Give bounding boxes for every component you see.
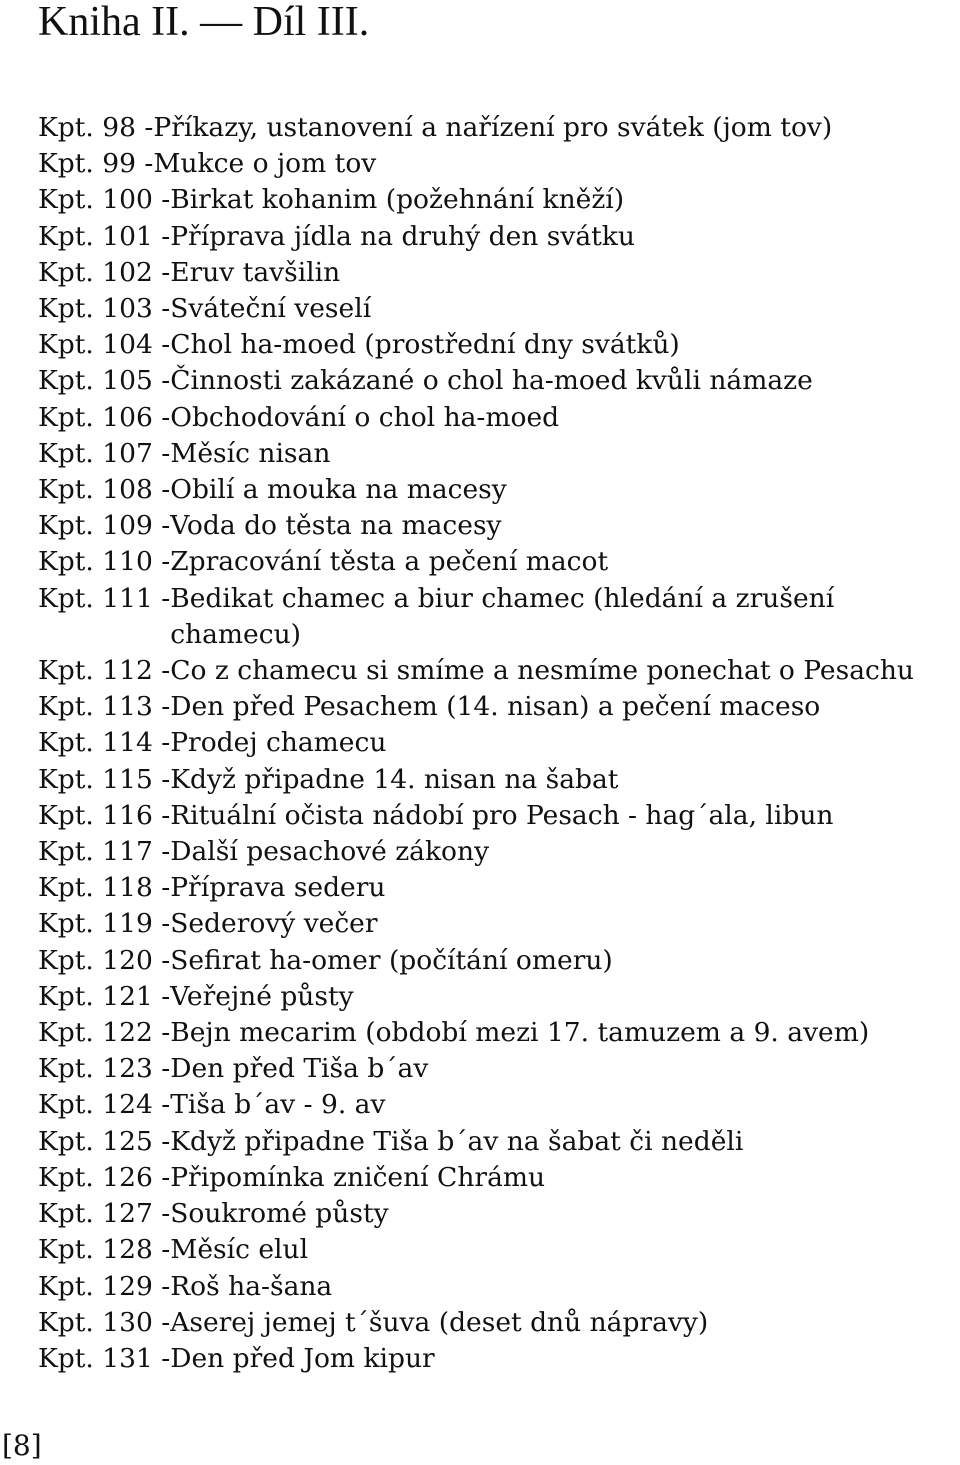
toc-entry (38, 400, 960, 436)
toc-entry (38, 291, 960, 327)
chapter-number: Kpt. 125 - (38, 1125, 171, 1157)
chapter-title: Když připadne 14. nisan na šabat (170, 763, 619, 795)
page-number: [8] (2, 1429, 42, 1462)
toc-entry (38, 798, 960, 834)
chapter-title: Sváteční veselí (170, 293, 372, 325)
chapter-number: Kpt. 108 - (38, 474, 171, 506)
chapter-title: Prodej chamecu (170, 727, 387, 759)
chapter-title: Aserej jemej t´šuva (deset dnů nápravy) (170, 1306, 709, 1338)
chapter-number: Kpt. 111 - (38, 582, 171, 614)
chapter-title: Činnosti zakázané o chol ha-moed kvůli námaze (170, 365, 813, 397)
chapter-title: Den před Pesachem (14. nisan) a pečení maceso (170, 691, 821, 723)
toc-entry (38, 1269, 960, 1305)
toc-entry (38, 1051, 960, 1087)
toc-entry (38, 508, 960, 544)
chapter-title: Eruv tavšilin (170, 256, 341, 288)
toc-entry (38, 255, 960, 291)
chapter-number: Kpt. 101 - (38, 220, 171, 252)
toc-entry (38, 1232, 960, 1268)
chapter-title: Tiša b´av - 9. av (170, 1089, 386, 1121)
toc-entry (38, 762, 960, 798)
chapter-number: Kpt. 129 - (38, 1270, 171, 1302)
toc-entry (38, 110, 960, 146)
chapter-number: Kpt. 123 - (38, 1053, 171, 1085)
chapter-number: Kpt. 107 - (38, 437, 171, 469)
toc-entry (38, 544, 960, 580)
toc-entry (38, 436, 960, 472)
chapter-title: Sederový večer (170, 908, 378, 940)
chapter-title: Sefirat ha-omer (počítání omeru) (170, 944, 613, 976)
chapter-title: Příkazy, ustanovení a nařízení pro svátek (jom tov) (153, 112, 833, 143)
chapter-number: Kpt. 127 - (38, 1198, 171, 1230)
chapter-title: Měsíc nisan (170, 437, 331, 469)
toc-entry (38, 906, 960, 942)
toc-entry (38, 363, 960, 399)
toc-entry (38, 689, 960, 725)
chapter-number: Kpt. 121 - (38, 980, 171, 1012)
page-title: Kniha II. — Díl III. (38, 0, 370, 45)
toc-entry (38, 725, 960, 761)
chapter-title: Co z chamecu si smíme a nesmíme ponechat o Pesachu (170, 655, 914, 687)
chapter-number: Kpt. 116 - (38, 799, 171, 831)
chapter-title: Chol ha-moed (prostřední dny svátků) (170, 329, 680, 361)
chapter-number: Kpt. 131 - (38, 1342, 171, 1374)
chapter-title: Obilí a mouka na macesy (170, 474, 507, 506)
chapter-title: Veřejné půsty (170, 980, 354, 1012)
chapter-number: Kpt. 126 - (38, 1161, 171, 1193)
chapter-number: Kpt. 103 - (38, 293, 171, 325)
chapter-number: Kpt. 102 - (38, 256, 171, 288)
toc-entry (38, 182, 960, 218)
chapter-title: Zpracování těsta a pečení macot (170, 546, 609, 578)
chapter-number: Kpt. 124 - (38, 1089, 171, 1121)
chapter-title: Rituální očista nádobí pro Pesach - hag´ala, libun (170, 799, 834, 831)
chapter-title: Další pesachové zákony (170, 836, 490, 868)
chapter-number: Kpt. 98 - (38, 112, 154, 143)
toc-entry (38, 1124, 960, 1160)
chapter-number: Kpt. 106 - (38, 401, 171, 433)
chapter-title: Obchodování o chol ha-moed (170, 401, 560, 433)
chapter-number: Kpt. 117 - (38, 836, 171, 868)
chapter-title: Soukromé půsty (170, 1198, 389, 1230)
chapter-title: Birkat kohanim (požehnání kněží) (170, 184, 625, 216)
toc-entry (38, 1305, 960, 1341)
chapter-number: Kpt. 100 - (38, 184, 171, 216)
chapter-number: Kpt. 122 - (38, 1017, 171, 1049)
chapter-number: Kpt. 115 - (38, 763, 171, 795)
chapter-title: Bedikat chamec a biur chamec (hledání a zrušení chamecu) (170, 582, 835, 650)
toc-entry (38, 1196, 960, 1232)
toc-entry (38, 219, 960, 255)
chapter-title: Příprava jídla na druhý den svátku (170, 220, 635, 252)
table-of-contents (38, 110, 960, 1377)
chapter-title: Voda do těsta na macesy (170, 510, 502, 542)
chapter-title: Den před Tiša b´av (170, 1053, 429, 1085)
toc-entry (38, 653, 960, 689)
chapter-number: Kpt. 114 - (38, 727, 171, 759)
chapter-number: Kpt. 105 - (38, 365, 171, 397)
chapter-number: Kpt. 130 - (38, 1306, 171, 1338)
chapter-number: Kpt. 118 - (38, 872, 171, 904)
chapter-title: Měsíc elul (170, 1234, 309, 1266)
chapter-title: Když připadne Tiša b´av na šabat či neděli (170, 1125, 744, 1157)
chapter-title: Roš ha-šana (170, 1270, 333, 1302)
toc-entry (38, 581, 960, 653)
chapter-number: Kpt. 120 - (38, 944, 171, 976)
toc-entry (38, 834, 960, 870)
chapter-title: Připomínka zničení Chrámu (170, 1161, 546, 1193)
chapter-title: Příprava sederu (170, 872, 386, 904)
toc-entry (38, 943, 960, 979)
toc-entry (38, 870, 960, 906)
chapter-number: Kpt. 113 - (38, 691, 171, 723)
chapter-number: Kpt. 109 - (38, 510, 171, 542)
chapter-number: Kpt. 104 - (38, 329, 171, 361)
chapter-title: Den před Jom kipur (170, 1342, 435, 1374)
toc-entry (38, 1087, 960, 1123)
chapter-number: Kpt. 128 - (38, 1234, 171, 1266)
toc-entry (38, 979, 960, 1015)
toc-entry (38, 1015, 960, 1051)
chapter-number: Kpt. 110 - (38, 546, 171, 578)
toc-entry (38, 1160, 960, 1196)
chapter-number: Kpt. 112 - (38, 655, 171, 687)
chapter-title: Bejn mecarim (období mezi 17. tamuzem a 9. avem) (170, 1017, 870, 1049)
toc-entry (38, 1341, 960, 1377)
chapter-title: Mukce o jom tov (153, 148, 377, 180)
toc-entry (38, 327, 960, 363)
toc-entry (38, 472, 960, 508)
chapter-number: Kpt. 119 - (38, 908, 171, 940)
toc-entry (38, 146, 960, 182)
chapter-number: Kpt. 99 - (38, 148, 154, 180)
